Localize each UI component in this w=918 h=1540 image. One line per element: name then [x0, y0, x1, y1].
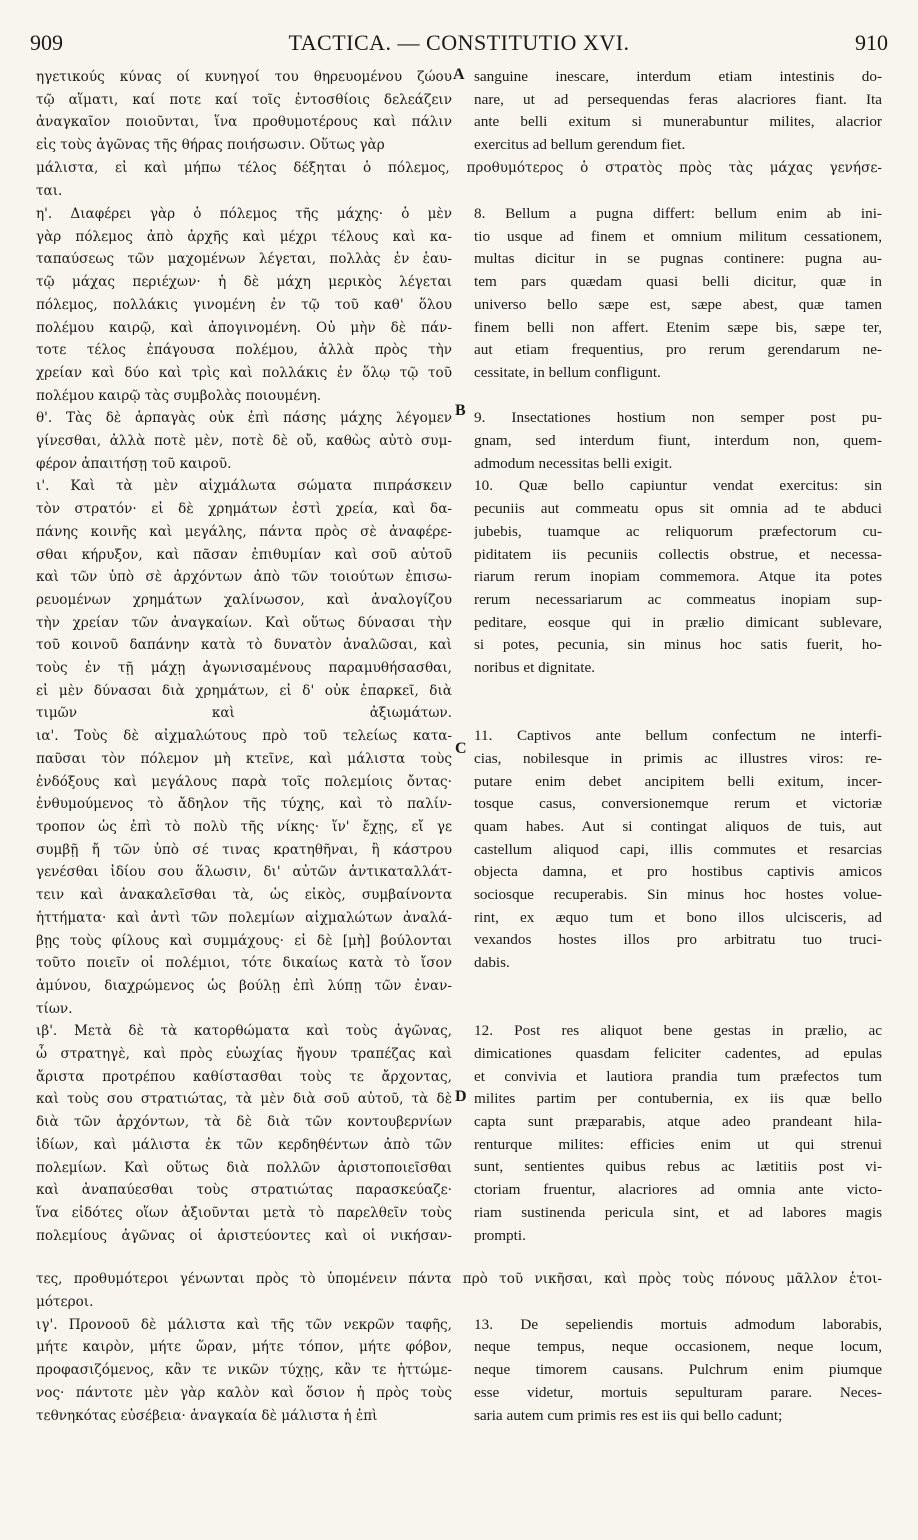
greek-text-line: ιβ'. Μετὰ δὲ τὰ κατορθώματα καὶ τοὺς ἀγῶνας, [36, 1023, 452, 1040]
greek-text-line: εἰ μὲν δύνασαι διὰ χρημάτων, εἰ δ' οὐκ ἐπαρκεῖ, διὰ [36, 682, 452, 699]
latin-text-line: objecta damna, et pro hostibus captivis amicos [474, 863, 882, 881]
greek-text-line: μότεροι. [36, 1294, 94, 1310]
latin-text-line: sociosque recuperabis. Sin minus hoc hostes volue- [474, 886, 882, 904]
latin-text-line: cias, nobilesque in primis ac illustres viros: re- [474, 749, 882, 767]
greek-column-main [36, 203, 452, 1263]
latin-text-line: capta sunt præparabis, atque adeo prandeant hila- [474, 1113, 882, 1131]
latin-text-line: riam sustinenda pericula sint, et ad labores magis [474, 1203, 882, 1221]
greek-text-line: ιγ'. Προνοοῦ δὲ μάλιστα καὶ τῆς τῶν νεκρῶν ταφῆς, [36, 1316, 452, 1333]
greek-text-line: τιμῶν καὶ ἀξιωμάτων. [36, 705, 452, 722]
greek-text-line: μήτε καιρὸν, μήτε ὥραν, μήτε τόπον, μήτε φόβον, [36, 1339, 452, 1356]
greek-text-line: ἄριστα προτρέπου καθίστασθαι τοὺς τε ἄρχοντας, [36, 1068, 452, 1085]
greek-text-line: τοῦτο ποιεῖν οἱ πολέμιοι, τότε δικαίως κατὰ τὸ ἴσον [36, 955, 452, 972]
greek-text-line: ὦ στρατηγὲ, καὶ πρὸς εὐωχίας ἤγουν τραπέζας καὶ [36, 1046, 452, 1063]
latin-column-main [474, 203, 882, 1263]
latin-text-line: admodum necessitas belli exigit. [474, 454, 673, 472]
greek-column-top [36, 66, 452, 158]
greek-text-line: θ'. Τὰς δὲ ἁρπαγὰς οὐκ ἐπὶ πάσης μάχης λέγομεν [36, 410, 452, 427]
latin-text-gap [474, 975, 882, 998]
greek-text-line: τοτε τέλος ἐπάγουσα πολέμου, ἀλλὰ πρὸς τὴν [36, 342, 452, 359]
greek-text-line: ρευομένων χρημάτων χαλίνωσον, καὶ ἀναλογίζου [36, 591, 452, 608]
latin-text-line: renturque milites: efficies enim ut qui strenui [474, 1135, 882, 1153]
latin-text-line: vexandos hostes illos pro arbitratu tuo truci- [474, 931, 882, 949]
latin-text-line: tio usque ad finem et omnium militum cessationem, [474, 227, 882, 245]
greek-text-line: τεθνηκότας εὐσέβεια· ἀναγκαία δὲ μάλιστα ἡ ἐπὶ [36, 1407, 378, 1424]
latin-text-line: sunt, sentientes quibus rebus ac lætitiis post vi- [474, 1158, 882, 1176]
greek-column-bottom [36, 1291, 452, 1491]
greek-text-line: προφασιζόμενος, κἂν τε νικῶν τύχῃς, κἂν τε ἡττώμε- [36, 1362, 452, 1379]
latin-column-top [474, 66, 882, 158]
latin-text-line: et convivia et lautiora prandia tum præfectos tum [474, 1067, 882, 1085]
greek-text-line: τειν καὶ ἀνακαλεῖσθαι τὰ, ὡς εἰκὸς, συμβαίνοντα [36, 887, 452, 904]
page-number-right: 910 [855, 30, 888, 55]
greek-text-line: ἀναγκαῖον ποιοῦνται, ἵνα προθυμοτέρους καὶ πάλιν [36, 114, 452, 131]
latin-text-line: neque timorem causans. Pulchrum enim piumque [474, 1361, 882, 1379]
greek-text-line: τὴν χρείαν τῶν ἀναγκαίων. Καὶ οὕτως δύνασαι τὴν [36, 614, 452, 631]
latin-text-line: rerum necessariarum ac commeatus inopiam sup- [474, 590, 882, 608]
greek-text-line: γενέσθαι ἰδίου σου ἅλωσιν, δι' αὐτῶν ἀντικαταλλάτ- [36, 864, 452, 881]
greek-text-line: τίων. [36, 1000, 73, 1017]
latin-text-line: 13. De sepeliendis mortuis admodum laborabis, [474, 1315, 882, 1333]
latin-text-line: saria autem cum primis res est iis qui bello cadunt; [474, 1406, 783, 1424]
latin-text-line: ante belli exitum si munerabuntur milites, alacrior [474, 113, 882, 131]
greek-text-line: φέρον ἀπαιτήσῃ τοῦ καιροῦ. [36, 455, 232, 472]
latin-text-line: noribus et dignitate. [474, 659, 596, 677]
latin-text-gap [474, 1291, 882, 1314]
greek-text-line: ια'. Τοὺς δὲ αἰχμαλώτους πρὸ τοῦ τελείως κατα- [36, 728, 452, 745]
latin-text-line: nare, ut ad persequendas feras alacriores fiant. Ita [474, 90, 882, 108]
greek-text-line: ἐνθυμούμενος τὸ ἄδηλον τῆς τύχης, καὶ τὸ παλίν- [36, 796, 452, 813]
greek-text-line: συμβῇ ἤ τῶν ὑπὸ σέ τινας κρατηθῆναι, ἢ κάστρου [36, 841, 452, 858]
greek-text-line: παῦσαι τὸν πόλεμον μὴ κτεῖνε, καὶ μάλιστα τοὺς [36, 750, 452, 767]
latin-text-line: si potes, pecunia, sin minus hoc satis fuerit, ho- [474, 636, 882, 654]
greek-text-line: τροπον ὡς ἐπὶ τὸ πολὺ τῆς νίκης· ἵν' ἔχῃς, εἴ γε [36, 818, 452, 835]
greek-text-line: νος· πάντοτε μὲν γὰρ καλὸν καὶ ὅσιον ἡ πρὸς τοὺς [36, 1384, 452, 1401]
latin-text-line: riarum rerum inopiam commemora. Atque ita potes [474, 568, 882, 586]
margin-marker-a: A [453, 66, 465, 83]
latin-text-line: tosque casus, conversionemque rerum et victoriæ [474, 795, 882, 813]
greek-text-line: πάνης κοινῆς καὶ μεγάλης, πάντα πρὸς σὲ ἀναφέρε- [36, 523, 452, 540]
greek-text-line: πολέμου καιρῷ, καὶ ἀπογινομένη. Οὐ μὴν δὲ πάν- [36, 319, 452, 336]
latin-text-line: cessitate, in bellum confligunt. [474, 363, 661, 381]
greek-text-line: πολέμου καιρῷ τὰς συμβολὰς ποιουμένη. [36, 387, 322, 404]
greek-text-line: ι'. Καὶ τὰ μὲν αἰχμάλωτα σώματα πιπράσκειν [36, 478, 452, 495]
latin-text-line: prompti. [474, 1226, 526, 1244]
greek-text-line: πολεμίους ἀγῶνας οἱ ἀριστεύοντες καὶ οἱ νικήσαν- [36, 1227, 452, 1244]
greek-text-line: πόλεμος, πολλάκις γινομένη ἐν τῷ τοῦ καθ' ὅλου [36, 296, 452, 313]
greek-text-line: σθαι κήρυξον, καὶ πᾶσαν ἐπιθυμίαν καὶ σοῦ αὐτοῦ [36, 546, 452, 563]
latin-column-bottom [474, 1291, 882, 1491]
greek-text-line: ἐνδόξους καὶ μεγάλους παρὰ τοῖς πολεμίοις ὄντας· [36, 773, 452, 790]
latin-text-line: 8. Bellum a pugna differt: bellum enim ab ini- [474, 205, 882, 222]
greek-text-line: διὰ τῶν ἀρχόντων, τὰ δὲ διὰ τῶν κοντουβερνίων [36, 1114, 452, 1131]
greek-text-line: η'. Διαφέρει γὰρ ὁ πόλεμος τῆς μάχης· ὁ μὲν [36, 206, 452, 222]
greek-text-line: ηγετικούς κύνας οί κυνηγοί του θηρευομένου ζώου [36, 69, 452, 85]
latin-text-line: universo bello sæpe est, sæpe abest, quæ tamen [474, 295, 882, 313]
greek-text-line: ἡττήματα· καὶ ἀντὶ τῶν πολεμίων αἰχμαλώτων ἀναλά- [36, 909, 452, 926]
greek-text-line: καὶ ἀναπαύεσθαι τοὺς στρατιώτας παρασκεύαζε· [36, 1182, 452, 1199]
page-header [30, 30, 888, 60]
latin-text-line: exercitus ad bellum gerendum fiet. [474, 136, 686, 154]
latin-text-line: aut etiam frequentius, pro rerum gerendarum ne- [474, 341, 882, 359]
latin-text-line: putare enim debet ancipitem belli exitum, incer- [474, 772, 882, 790]
latin-text-line: 9. Insectationes hostium non semper post pu- [474, 409, 882, 427]
latin-text-line: rint, ex æquo tum et bono illos ulcisceris, ad [474, 908, 882, 926]
latin-text-line: 12. Post res aliquot bene gestas in prælio, ac [474, 1022, 882, 1040]
latin-text-line: esse videtur, mortuis sepulturam parare. Neces- [474, 1383, 882, 1401]
latin-text-line: dabis. [474, 954, 510, 972]
greek-text-line: ἀμύνου, διαχρώμενος ὡς βούλῃ ἐπὶ λύπῃ τῶν ἐναν- [36, 977, 452, 994]
latin-text-gap [474, 998, 882, 1021]
latin-text-line: ctoriam fruentur, alacriores ad omnia ante victo- [474, 1181, 882, 1199]
latin-text-line: 11. Captivos ante bellum confectum ne interfi- [474, 727, 882, 745]
latin-text-gap [474, 702, 882, 725]
greek-text-line: τὸν στρατόν· εἰ δὲ χρημάτων ἐστὶ χρεία, καὶ δα- [36, 501, 452, 518]
latin-text-line: multas dicitur in se pugnas continere: pugna au- [474, 250, 882, 268]
latin-text-line: tem pars quædam quasi belli dicitur, quæ in [474, 273, 882, 291]
greek-text-line: πολεμίων. Καὶ οὕτως διὰ πολλῶν ἀριστοποιεῖσθαι [36, 1159, 452, 1176]
latin-text-line: gnam, sed interdum fiunt, interdum non, quem- [474, 432, 882, 450]
spanning-text-line: τες, προθυμότεροι γένωνται πρὸς τὸ ὑπομένειν πάντα πρὸ τοῦ νικῆσαι, καὶ πρὸς τοὺς πόνους μᾶλλον ἑτοι- [36, 1271, 882, 1287]
latin-text-line: 10. Quæ bello capiuntur vendat exercitus: sin [474, 477, 882, 495]
latin-text-gap [474, 680, 882, 703]
greek-text-line: γίνεσθαι, ἀλλὰ ποτὲ μὲν, ποτὲ δὲ οὔ, καθὼς αὐτὸ συμ- [36, 433, 452, 450]
latin-text-line: castellum aliquod capi, illis commutes et resarcias [474, 840, 882, 858]
greek-text-line: καὶ τῶν ὑπὸ σὲ ἀρχόντων ἀπὸ τῶν τοιούτων ἐπισω- [36, 569, 452, 586]
latin-text-line: neque tempus, neque occasionem, neque locum, [474, 1338, 882, 1356]
margin-marker-b: B [455, 402, 466, 419]
latin-text-line: peditare, eosque qui in prælio dimicant sublevare, [474, 613, 882, 631]
greek-text-line: χρείαν καὶ δύο καὶ τρὶς καὶ πολλάκις ἐν ὅλῳ τῷ τοῦ [36, 364, 452, 381]
running-title: TACTICA. — CONSTITUTIO XVI. [288, 30, 630, 55]
spanning-line-2 [36, 1268, 882, 1291]
greek-text-line: γὰρ πόλεμος ἀπὸ ἀρχῆς καὶ μέχρι τέλους καὶ κα- [36, 228, 452, 245]
latin-text-line: pecuniis aut commeatu opus sit omnia ad te abduci [474, 500, 882, 518]
greek-text-line: καὶ τοὺς σου στρατιώτας, τὰ μὲν διὰ σοῦ αὐτοῦ, τὰ δὲ [36, 1091, 452, 1108]
latin-text-line: finem belli non affert. Etenim sæpe bis, sæpe ter, [474, 318, 882, 336]
margin-marker-d: D [455, 1088, 467, 1105]
greek-text-line: τῷ μάχας περιέχων· ἡ δὲ μάχη μερικὸς λέγεται [36, 274, 452, 291]
greek-text-line: ἵνα εἰδότες οἵων ἀξιοῦνται μετὰ τὸ παρελθεῖν τοὺς [36, 1204, 452, 1221]
greek-text-line: ται. [36, 183, 63, 199]
greek-text-line: ἰδίων, καὶ μάλιστα ἐκ τῶν κερδηθέντων ἀπὸ τῶν [36, 1136, 452, 1153]
margin-marker-c: C [455, 740, 467, 757]
latin-text-line: milites partim per contubernia, ex iis quæ bello [474, 1090, 882, 1108]
spanning-line-1 [36, 157, 882, 180]
spanning-text-line: μάλιστα, εἰ καὶ μήπω τέλος δέξηται ὁ πόλεμος, προθυμότερος ὁ στρατὸς πρὸς τὰς μάχας γενήσε- [36, 160, 882, 176]
greek-text-line: τοὺς ἐν τῇ μάχῃ ἀγωνισαμένους παραμυθήσασθαι, [36, 660, 452, 677]
page-number-left: 909 [30, 30, 63, 55]
greek-text-line: τοῦ κοινοῦ δαπάνην κατὰ τὸ δυνατὸν ἀναλῶσαι, καὶ [36, 637, 452, 654]
greek-text-line: ταπαύσεως τῶν μαχομένων λέγεται, πολλὰς ἐν ἑαυ- [36, 251, 452, 268]
latin-text-line: jubebis, tuamque ac reliquorum præfectorum cu- [474, 522, 882, 540]
greek-text-line: εἰς τοὺς ἀγῶνας τῆς θήρας ποιήσωσιν. Οὕτως γὰρ [36, 137, 385, 154]
latin-text-line: sanguine inescare, interdum etiam intestinis do- [474, 68, 882, 85]
greek-column-top-continuation [36, 180, 452, 204]
latin-text-line: piditatem iis pecuniis collectis obstrue, et necessa- [474, 545, 882, 563]
latin-text-line: dimicationes quasdam feliciter cadentes, ad epulas [474, 1044, 882, 1062]
greek-text-line: βῃς τοὺς φίλους καὶ συμμάχους· εἰ δὲ [μὴ] βούλονται [36, 932, 452, 949]
greek-text-line: τῷ αἵματι, καί ποτε καί τοῖς ἐντοσθίοις δελεάζειν [36, 91, 452, 108]
latin-text-gap [474, 385, 882, 408]
latin-text-line: quam habes. Aut si contingat aliquos de tuis, aut [474, 817, 882, 835]
